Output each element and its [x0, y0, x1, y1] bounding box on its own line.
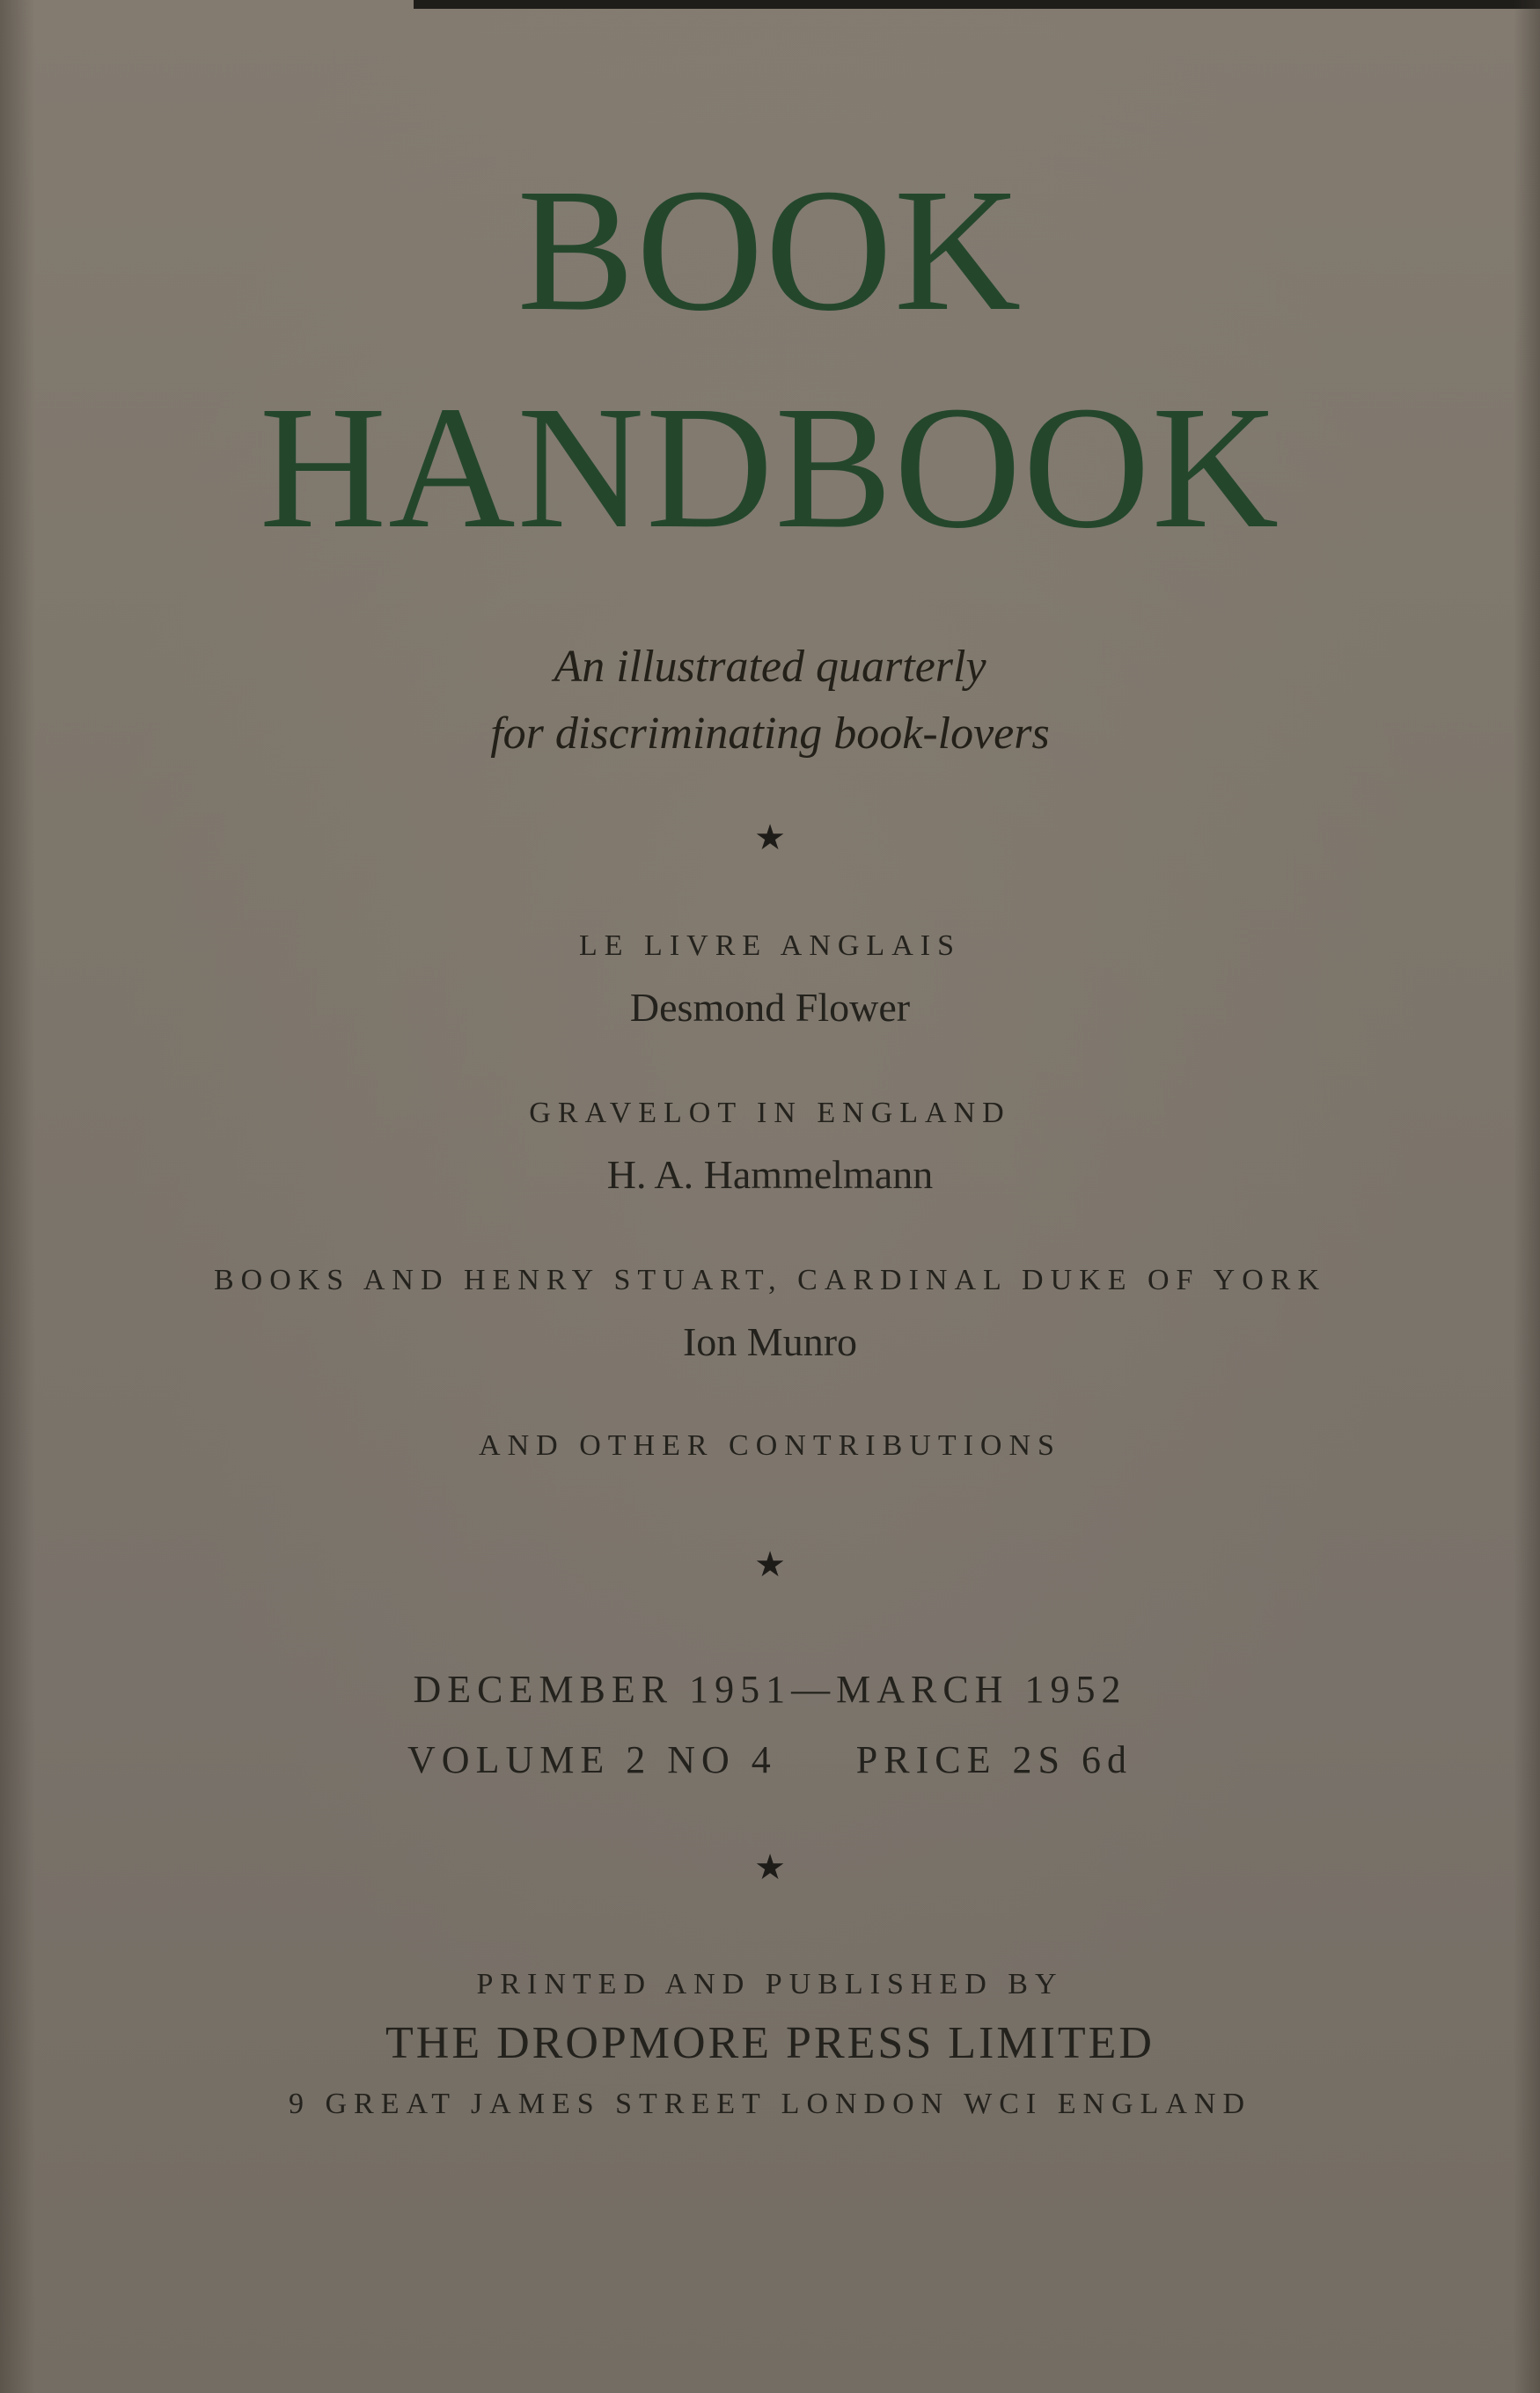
- other-contributions: AND OTHER CONTRIBUTIONS: [479, 1429, 1061, 1462]
- issue-volume: VOLUME 2 NO 4: [407, 1738, 777, 1781]
- article-author-1: Desmond Flower: [629, 985, 911, 1030]
- star-ornament-1: ★: [754, 818, 786, 857]
- article-heading-3: BOOKS AND HENRY STUART, CARDINAL DUKE OF YORK: [213, 1264, 1327, 1296]
- subtitle-line-2: for discriminating book-lovers: [490, 708, 1050, 759]
- publisher-address: 9 GREAT JAMES STREET LONDON WCI ENGLAND: [289, 2088, 1251, 2120]
- publisher-name: THE DROPMORE PRESS LIMITED: [385, 2018, 1155, 2068]
- subtitle-line-1: An illustrated quarterly: [554, 642, 986, 692]
- star-ornament-3: ★: [754, 1847, 786, 1887]
- issue-volume-price: [0, 1738, 1540, 1781]
- printed-by-label: PRINTED AND PUBLISHED BY: [476, 1968, 1064, 2000]
- article-author-3: Ion Munro: [682, 1319, 858, 1364]
- article-heading-1: LE LIVRE ANGLAIS: [579, 929, 961, 962]
- article-author-2: H. A. Hammelmann: [606, 1152, 934, 1197]
- article-heading-2: GRAVELOT IN ENGLAND: [529, 1097, 1011, 1129]
- title-line-1: BOOK: [517, 153, 1023, 348]
- title-line-2: HANDBOOK: [259, 371, 1281, 565]
- issue-price: PRICE 2S 6d: [855, 1738, 1133, 1781]
- issue-dates: DECEMBER 1951—MARCH 1952: [413, 1668, 1127, 1711]
- star-ornament-2: ★: [754, 1545, 786, 1584]
- top-edge-band: [414, 0, 1540, 9]
